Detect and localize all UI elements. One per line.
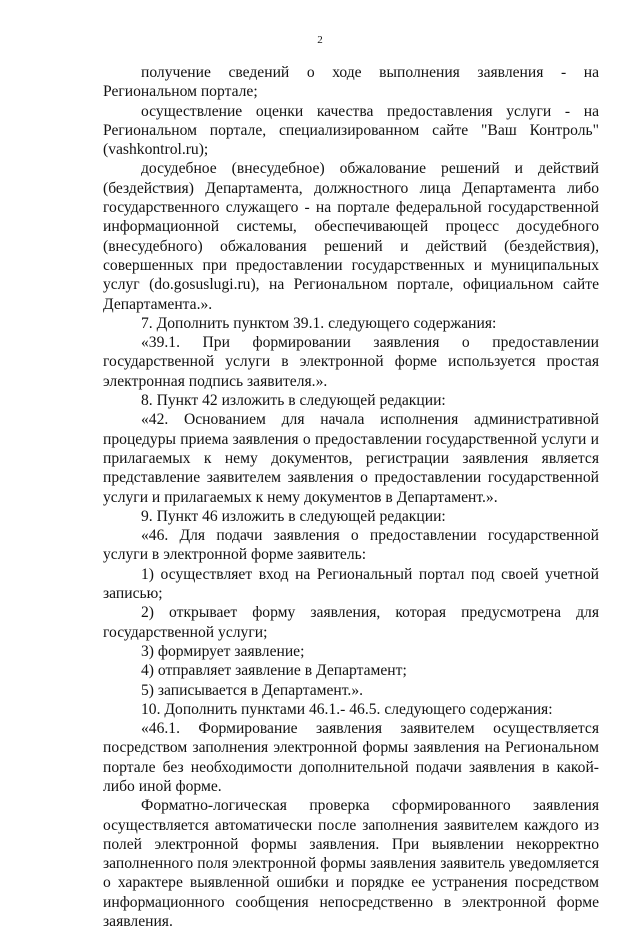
paragraph: получение сведений о ходе выполнения заявления - на Региональном портале; bbox=[103, 64, 599, 101]
paragraph: 8. Пункт 42 изложить в следующей редакции: bbox=[141, 392, 446, 410]
document-body bbox=[103, 63, 599, 931]
paragraph: 10. Дополнить пунктами 46.1.- 46.5. следующего содержания: bbox=[141, 700, 553, 718]
paragraph: досудебное (внесудебное) обжалование решений и действий (бездействия) Департамента, должностного лица Департамента либо государственного служащего - на портале федеральной государственной информационной системы, обеспечивающей процесс досудебного (внесудебного) обжалования решений и действий (бездействия), совершенных при предоставлении государственных и муниципальных услуг (do.gosuslugi.ru), на Региональном портале, официальном сайте Департамента.». bbox=[103, 160, 599, 313]
list-item: 1) осуществляет вход на Региональный портал под своей учетной записью; bbox=[103, 565, 599, 603]
paragraph: «46. Для подачи заявления о предоставлении государственной услуги в электронной форме заявитель: bbox=[103, 527, 599, 564]
page-number: 2 bbox=[317, 34, 323, 46]
paragraph: 9. Пункт 46 изложить в следующей редакции: bbox=[141, 507, 446, 525]
list-item: 2) открывает форму заявления, которая предусмотрена для государственной услуги; bbox=[103, 604, 599, 641]
paragraph: «46.1. Формирование заявления заявителем осуществляется посредством заполнения электронной формы заявления на Региональном портале без необходимости дополнительной подачи заявления в какой-либо иной форме. bbox=[103, 720, 599, 795]
paragraph: осуществление оценки качества предоставления услуги - на Региональном портале, специализированном сайте "Ваш Контроль" (vashkontrol.ru); bbox=[103, 102, 599, 159]
list-item: 3) формирует заявление; bbox=[141, 642, 305, 660]
paragraph: «42. Основанием для начала исполнения административной процедуры приема заявления о предоставлении государственной услуги и прилагаемых к нему документов, регистрации заявления является представление заявителем заявления о предоставлении государственной услуги и прилагаемых к нему документов в Департамент.». bbox=[103, 411, 599, 506]
paragraph: 7. Дополнить пунктом 39.1. следующего содержания: bbox=[141, 314, 497, 332]
list-item: 4) отправляет заявление в Департамент; bbox=[141, 662, 407, 680]
paragraph: Форматно-логическая проверка сформированного заявления осуществляется автоматически после заполнения заявителем каждого из полей электронной формы заявления. При выявлении некорректно заполненного поля электронной формы заявления заявитель уведомляется о характере выявленной ошибки и порядке ее устранения посредством информационного сообщения непосредственно в электронной форме заявления. bbox=[103, 797, 599, 931]
paragraph: «39.1. При формировании заявления о предоставлении государственной услуги в электронной форме используется простая электронная подпись заявителя.». bbox=[103, 334, 599, 390]
list-item: 5) записывается в Департамент.». bbox=[141, 681, 364, 699]
